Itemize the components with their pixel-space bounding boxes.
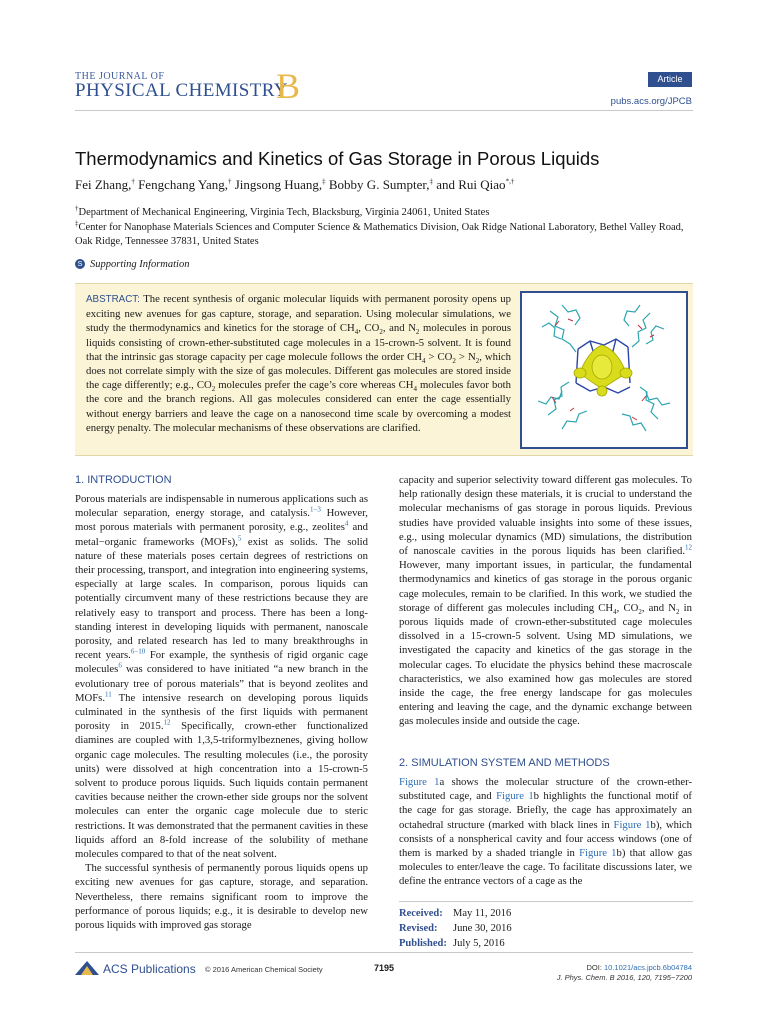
reference-link[interactable]: 6 — [118, 661, 122, 670]
author-name[interactable]: and Rui Qiao — [436, 177, 506, 192]
author-affiliation-mark: † — [228, 177, 232, 186]
methods-paragraph-1: Figure 1a shows the molecular structure of the crown-ether-substituted cage, and Figure 1b highlights the functional motif of the cage for gas storage. Briefly, the cage has approximately an octahedral structure (marked with black lines in Figure 1b), which consists of a nonspherical cavity and four access windows (one of them is marked by a shaded triangle in Figure 1b) that allow gas molecules to enter/leave the cage. To facilitate discussions later, we define the entrance vectors of a cage as the — [399, 776, 693, 888]
intro-paragraph-1: Porous materials are indispensable in numerous applications such as molecular separation, energy storage, and catalysis.$^{1-3}$ However, most porous materials with permanent porosity, e.g., zeolites$^4$ and metal−organic frameworks (MOFs),$^5$ exist as solids. The solid nature of these materials poses certain degrees of restrictions on their processing, transport, and integration into engineering systems, especially at large scales. In comparison, porous liquids can potentially circumvent many of these restrictions because they are relatively easy to transport and process. There has been a long-standing interest in developing liquids with permanent, nanoscale porosity, and related research has led to many breakthroughs in recent years.$^{6-10}$ For example, the synthesis of rigid organic cage molecules$^6$ was considered to have initiated “a new branch in the evolutionary tree of porous materials” that is beyond zeolites and MOFs.$^{11}$ The intensive research on developing porous liquids culminated in the synthesis of the first liquids with permanent porosity in 2015.12 Specifically, crown-ether functionalized diamines are coupled with 1,3,5-triformylbeznenes, giving hollow organic cage molecules. The resulting molecules (i.e., the porosity units) were dissolved at high concentration into a 15-crown-5 solvent to produce porous liquids. Such liquids contain permanent cavities because neither the crown-ether side groups nor the solvent molecules can enter the organic cage molecule due to steric restrictions. It was demonstrated that the permanent cavities in these liquids afford an 8-fold increase of the solubility of methane molecules compared to that of the neat solvent. — [75, 493, 369, 861]
received-label: Received: — [399, 908, 443, 919]
author-name[interactable]: Fengchang Yang, — [138, 177, 228, 192]
intro-paragraph-3: capacity and superior selectivity toward different gas molecules. To help rationally design these materials, it is crucial to understand the molecular mechanisms of gas storage in porous liquids. Previous studies have provided valuable insights into some of these issues, e.g., using molecular dynamics (MD) simulations, the distribution of nanoscale cavities in the porous liquids has been clarified.$^{12}$ However, many important issues, in particular, the fundamental thermodynamics and kinetics of gas storage in the porous organic cage molecules, remain to be clarified. In this work, we studied the storage of different gas molecules including $CH_4$, $CO_2$, and $N_2$ in porous liquids made of crown-ether-substituted cage molecules dissolved in a 15-crown-5 solvent. Using MD simulations, we investigated the capacity and kinetics of the gas storage in the molecular cages. To elucidate the physics behind these macroscale characteristics, we also examined how gas molecules are stored inside the cage, the free energy landscape for gas molecules entering and leaving the cage, and the dynamic exchange between gas molecules inside and outside the cage. — [399, 474, 692, 728]
affiliation-mark: † — [75, 204, 79, 213]
supporting-info-icon: S — [75, 259, 85, 269]
affiliation-text: Department of Mechanical Engineering, Virginia Tech, Blacksburg, Virginia 24061, United States — [78, 207, 490, 218]
footer-divider — [75, 952, 693, 953]
reference-link[interactable]: 11 — [105, 690, 112, 699]
publication-dates — [399, 906, 512, 951]
section-heading-methods: 2. SIMULATION SYSTEM AND METHODS — [399, 757, 610, 769]
abstract-label: ABSTRACT: — [86, 294, 140, 305]
revised-date: June 30, 2016 — [453, 923, 512, 934]
page-number: 7195 — [374, 963, 395, 973]
dates-divider — [399, 901, 693, 902]
author-list — [75, 177, 514, 193]
header-divider — [75, 110, 693, 111]
reference-link[interactable]: 4 — [344, 519, 349, 528]
reference-link[interactable]: 12 — [163, 718, 171, 727]
publisher-name: ACS Publications — [103, 962, 196, 976]
figure-link[interactable]: Figure 1 — [579, 847, 617, 860]
published-label: Published: — [399, 938, 447, 949]
author-affiliation-mark: † — [131, 177, 135, 186]
copyright-notice: © 2016 American Chemical Society — [205, 965, 323, 974]
affiliation-mark: ‡ — [75, 219, 79, 228]
doi-citation: DOI: 10.1021/acs.jpcb.6b04784 J. Phys. Chem. B 2016, 120, 7195−7200 — [556, 963, 692, 982]
journal-section-letter: B — [276, 66, 301, 106]
acs-publications-logo[interactable] — [75, 961, 196, 976]
toc-graphic — [520, 291, 688, 449]
figure-link[interactable]: Figure 1 — [399, 776, 440, 788]
figure-link[interactable]: Figure 1 — [613, 818, 651, 831]
author-affiliation-mark: *,† — [505, 177, 515, 186]
author-affiliation-mark: ‡ — [322, 177, 326, 186]
left-column-body — [75, 492, 368, 932]
doi-link[interactable]: 10.1021/acs.jpcb.6b04784 — [604, 963, 692, 972]
author-name[interactable]: Jingsong Huang, — [234, 177, 323, 192]
affiliation-2 — [75, 221, 695, 249]
molecular-cage-illustration — [522, 293, 686, 447]
published-date: July 5, 2016 — [453, 938, 505, 949]
supporting-info-label: Supporting Information — [90, 259, 190, 270]
methods-body — [399, 775, 692, 889]
right-column-body — [399, 473, 692, 729]
reference-link[interactable]: 12 — [685, 543, 692, 552]
reference-link[interactable]: 5 — [237, 534, 242, 543]
journal-name-line2: PHYSICAL CHEMISTRY — [75, 80, 288, 101]
intro-paragraph-2: The successful synthesis of permanently porous liquids opens up exciting new avenues for gas capture, storage, and separation. Nevertheless, there remains significant room to improve the performance of porous liquids; e.g., it is desirable to develop new porous liquids with improved gas storage — [75, 862, 368, 932]
article-type-badge: Article — [648, 72, 692, 87]
journal-citation: J. Phys. Chem. B 2016, 120, 7195−7200 — [556, 973, 692, 982]
paper-title: Thermodynamics and Kinetics of Gas Storage in Porous Liquids — [75, 148, 600, 169]
author-name[interactable]: Fei Zhang, — [75, 177, 132, 192]
author-affiliation-mark: ‡ — [429, 177, 433, 186]
revised-label: Revised: — [399, 923, 438, 934]
reference-link[interactable]: 6−10 — [130, 647, 146, 656]
supporting-information-link[interactable] — [75, 259, 189, 270]
figure-link[interactable]: Figure 1 — [496, 790, 534, 803]
affiliation-text: Center for Nanophase Materials Sciences and Computer Science & Mathematics Division, Oak Ridge National Laboratory, Bethel Valley Road, Oak Ridge, Tennessee 37831, United States — [75, 222, 684, 247]
author-name[interactable]: Bobby G. Sumpter, — [328, 177, 430, 192]
journal-name-line1: THE JOURNAL OF — [75, 71, 165, 82]
affiliation-1 — [75, 206, 695, 220]
reference-link[interactable]: 1−3 — [309, 505, 321, 514]
section-heading-introduction: 1. INTRODUCTION — [75, 474, 172, 486]
abstract-text: ABSTRACT: The recent synthesis of organic molecular liquids with permanent porosity opens up exciting new avenues for gas capture, storage, and separation. Using molecular simulations, we study the thermodynamics and kinetics for the storage of $CH_4$, $CO_2$, and $N_2$ molecules in porous liquids consisting of crown-ether-substituted cage molecules in a 15-crown-5 solvent. It is found that the intrinsic gas storage capacity per cage molecule follows the order $CH_4 > CO_2 > N_2$, which does not correlate simply with the size of gas molecules. Different gas molecules are stored inside the cage differently; e.g., $CO_2$ molecules prefer the cage’s core whereas $CH_4$ molecules favor both the core and the branch regions. All gas molecules considered can enter the cage essentially without energy barriers and leave the cage on a nanosecond time scale by overcoming a modest energy penalty. The molecular mechanisms of these observations are clarified. — [86, 293, 511, 434]
acs-logo-icon — [75, 961, 99, 975]
journal-url-link[interactable]: pubs.acs.org/JPCB — [610, 96, 692, 107]
received-date: May 11, 2016 — [453, 908, 512, 919]
